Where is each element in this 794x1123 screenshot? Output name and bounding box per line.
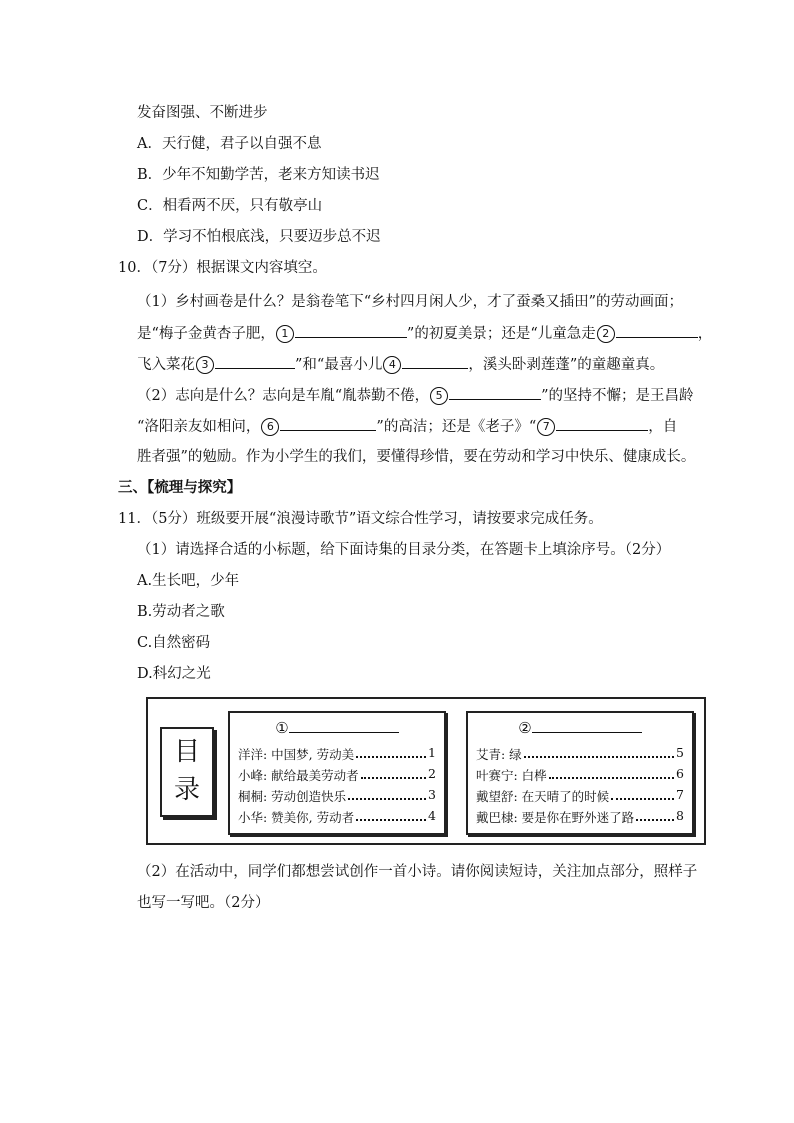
q11-option-d: D.科幻之光 [137,666,211,682]
answer-blank-5[interactable] [449,385,541,400]
q10-text: ，溪头卧剥莲蓬”的童趣童真。 [468,357,665,373]
entry-title: 小华: 赞美你, 劳动者 [238,810,355,825]
q9-option-c: C．相看两不厌，只有敬亭山 [137,198,323,214]
q10-part1-line2 [137,323,712,344]
answer-blank-2[interactable] [616,323,698,338]
q10-part1-line3 [137,354,664,375]
toc-group-heading [230,719,444,737]
answer-blank-4[interactable] [402,354,468,369]
q10-text: “洛阳亲友如相问， [137,419,261,435]
q10-text: 飞入菜花 [137,357,195,373]
leader-dots [356,808,426,821]
q10-part2-line2 [137,416,677,437]
q11-part1: （1）请选择合适的小标题，给下面诗集的目录分类，在答题卡上填涂序号。（2分） [137,542,671,558]
blank-number-1: 1 [276,325,294,343]
q10-text: ”的坚持不懈；是王昌龄 [541,388,694,404]
toc-title [160,727,214,817]
entry-title: 戴巴棣: 要是你在野外迷了路 [476,810,635,825]
leader-dots [356,745,426,758]
entry-page: 1 [428,745,436,760]
entry-page: 5 [676,745,684,760]
toc-title-char: 录 [173,775,200,805]
blank-number-4: 4 [383,356,401,374]
leader-dots [361,766,426,779]
entry-title: 叶赛宁: 白桦 [476,768,547,783]
entry-title: 小峰: 献给最美劳动者 [238,768,359,783]
group-number: ① [275,719,289,737]
blank-number-5: 5 [430,387,448,405]
q11-option-c: C.自然密码 [137,635,211,651]
leader-dots [348,787,426,800]
toc-entry [476,766,684,784]
toc-entry [476,787,684,805]
q11-option-a: A.生长吧，少年 [137,573,240,589]
blank-number-6: 6 [261,418,279,436]
toc-group-heading [468,719,692,737]
q10-part1-line1: （1）乡村画卷是什么？是翁卷笔下“乡村四月闲人少，才了蚕桑又插田”的劳动画面； [137,294,684,310]
answer-blank-6[interactable] [280,416,376,431]
toc-entry [476,808,684,826]
q10-text: ”和“最喜小儿 [295,357,383,373]
entry-title: 戴望舒: 在天晴了的时候 [476,789,610,804]
q10-heading: 10．（7分）根据课文内容填空。 [118,260,327,276]
blank-number-7: 7 [537,418,555,436]
leader-dots [611,787,674,800]
entry-page: 8 [676,808,684,823]
section-title: 【梳理与探究】 [147,479,242,496]
entry-title: 洋洋: 中国梦, 劳动美 [238,747,355,762]
section-number: 三、 [118,479,147,496]
q10-text: ”的高洁；还是《老子》“ [376,419,537,435]
toc-group-1 [228,711,446,835]
q11-option-b: B.劳动者之歌 [137,604,225,620]
leader-dots [524,745,674,758]
answer-blank-3[interactable] [215,354,295,369]
q11-part2-line2: 也写一写吧。（2分） [137,895,270,911]
toc-entry [238,787,436,805]
table-of-contents-figure [146,697,704,843]
q10-text: ，自 [648,419,678,435]
toc-title-char: 目 [173,737,200,767]
q10-text: ”的初夏美景；还是“儿童急走 [406,326,596,342]
entry-page: 3 [428,787,436,802]
q9-option-a: A．天行健，君子以自强不息 [137,136,322,152]
q10-part2-line3: 胜者强”的勉励。作为小学生的我们，要懂得珍惜，要在劳动和学习中快乐、健康成长。 [137,449,696,465]
answer-blank-1[interactable] [295,323,407,338]
q9-option-b: B．少年不知勤学苦，老来方知读书迟 [137,167,380,183]
entry-title: 桐桐: 劳动创造快乐 [238,789,347,804]
q10-part2-line1 [137,385,694,406]
q9-option-d: D．学习不怕根底浅，只要迈步总不迟 [137,229,381,245]
group-number: ② [518,719,532,737]
toc-entry [476,745,684,763]
q10-text: 是“梅子金黄杏子肥， [137,326,275,342]
blank-number-2: 2 [597,325,615,343]
section-heading [118,478,241,498]
q11-part2-line1: （2）在活动中，同学们都想尝试创作一首小诗。请你阅读短诗，关注加点部分，照样子 [137,864,698,880]
toc-group-2 [466,711,694,835]
q11-heading: 11．（5分）班级要开展“浪漫诗歌节”语文综合性学习，请按要求完成任务。 [118,511,603,527]
toc-entry [238,766,436,784]
toc-entry [238,808,436,826]
entry-page: 7 [676,787,684,802]
leader-dots [636,808,674,821]
entry-page: 2 [428,766,436,781]
blank-number-3: 3 [196,356,214,374]
q9-stem-tail: 发奋图强、不断进步 [137,105,268,121]
entry-page: 4 [428,808,436,823]
entry-page: 6 [676,766,684,781]
answer-blank-7[interactable] [556,416,648,431]
entry-title: 艾青: 绿 [476,747,522,762]
toc-entry [238,745,436,763]
leader-dots [549,766,674,779]
q10-text: （2）志向是什么？志向是车胤“胤恭勤不倦， [137,388,430,404]
heading-blank[interactable] [532,719,642,733]
q10-text: ， [697,326,713,342]
heading-blank[interactable] [289,719,399,733]
